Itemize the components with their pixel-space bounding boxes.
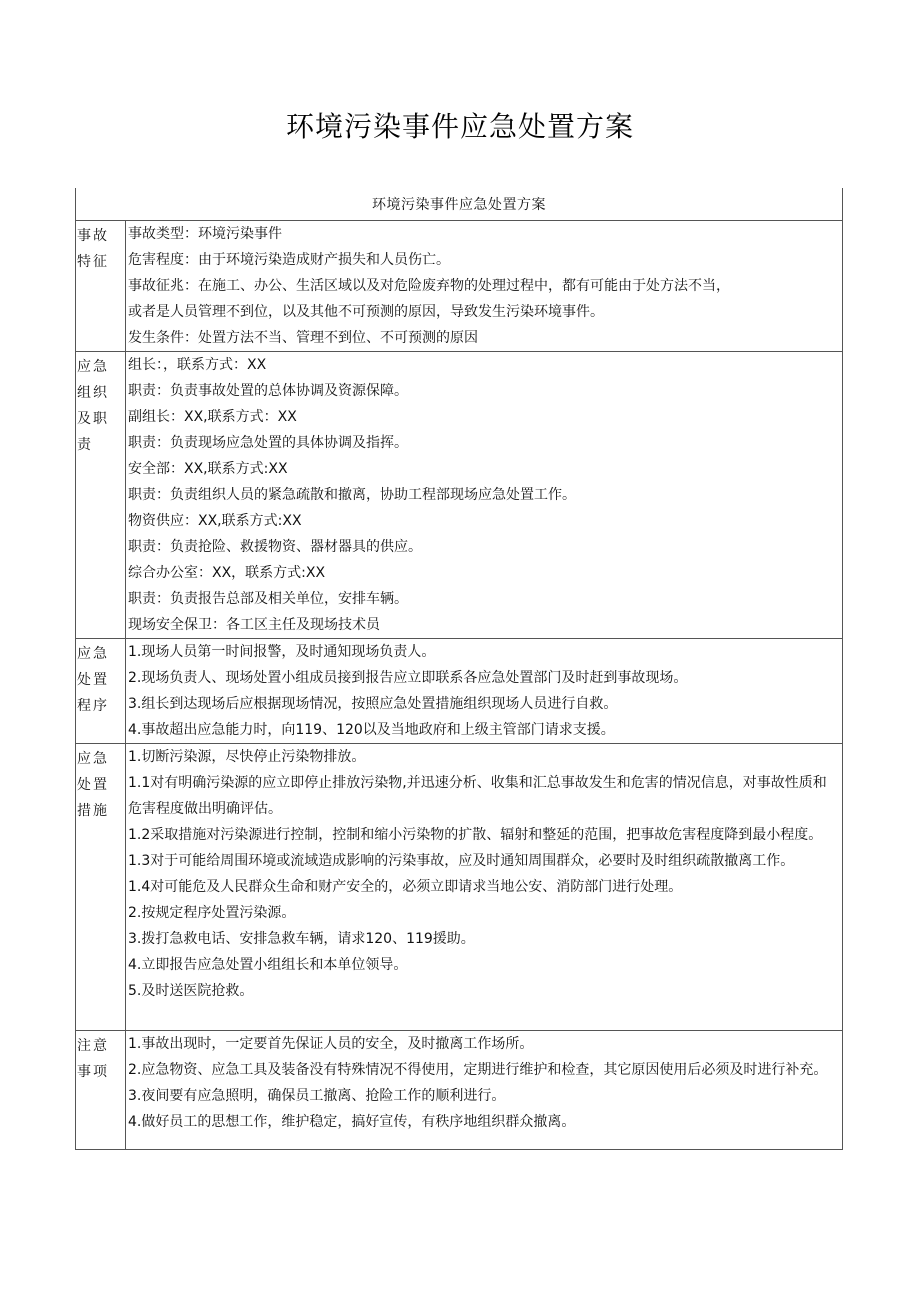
organization-line: 组长：，联系方式：XX	[128, 357, 267, 373]
procedure-label: 应急处置程序	[76, 639, 126, 744]
measures-line: 3.拨打急救电话、安排急救车辆，请求120、119援助。	[128, 931, 475, 947]
organization-line: 副组长：XX,联系方式：XX	[128, 409, 297, 425]
organization-line: 现场安全保卫：各工区主任及现场技术员	[128, 617, 380, 633]
notes-line: 1.事故出现时，一定要首先保证人员的安全，及时撤离工作场所。	[128, 1036, 534, 1052]
organization-line: 综合办公室：XX，联系方式:XX	[128, 565, 326, 581]
organization-line: 职责：负责现场应急处置的具体协调及指挥。	[128, 435, 408, 451]
organization-line: 职责：负责组织人员的紧急疏散和撤离，协助工程部现场应急处置工作。	[128, 487, 576, 503]
notes-content	[126, 1031, 843, 1150]
organization-line: 安全部：XX,联系方式:XX	[128, 461, 288, 477]
notes-label: 注意事项	[76, 1031, 126, 1150]
table-caption-row	[76, 188, 843, 221]
features-row	[76, 221, 843, 352]
organization-label: 应急组织及职责	[76, 352, 126, 639]
notes-line: 2.应急物资、应急工具及装备没有特殊情况不得使用，定期进行维护和检查，其它原因使用后必须及时进行补充。	[128, 1062, 828, 1078]
procedure-line: 3.组长到达现场后应根据现场情况，按照应急处置措施组织现场人员进行自救。	[128, 696, 618, 712]
measures-label: 应急处置措施	[76, 744, 126, 1031]
procedure-content	[126, 639, 843, 744]
measures-line: 1.切断污染源，尽快停止污染物排放。	[128, 749, 366, 765]
features-content	[126, 221, 843, 352]
measures-row	[76, 744, 843, 1031]
organization-row	[76, 352, 843, 639]
measures-content	[126, 744, 843, 1031]
features-line: 发生条件：处置方法不当、管理不到位、不可预测的原因	[128, 330, 478, 346]
measures-line: 5.及时送医院抢救。	[128, 983, 254, 999]
features-line: 危害程度：由于环境污染造成财产损失和人员伤亡。	[128, 252, 450, 268]
table-caption: 环境污染事件应急处置方案	[76, 188, 843, 221]
procedure-line: 1.现场人员第一时间报警，及时通知现场负责人。	[128, 644, 436, 660]
measures-line: 1.4对可能危及人民群众生命和财产安全的，必须立即请求当地公安、消防部门进行处理。	[128, 879, 683, 895]
notes-line: 3.夜间要有应急照明，确保员工撤离、抢险工作的顺利进行。	[128, 1088, 506, 1104]
features-line: 事故征兆：在施工、办公、生活区域以及对危险废弃物的处理过程中，都有可能由于处方法不当，	[128, 278, 730, 294]
measures-line: 1.1对有明确污染源的应立即停止排放污染物,并迅速分析、收集和汇总事故发生和危害的情况信息，对事故性质和危害程度做出明确评估。	[128, 775, 827, 817]
measures-line: 2.按规定程序处置污染源。	[128, 905, 296, 921]
features-line: 或者是人员管理不到位，以及其他不可预测的原因，导致发生污染环境事件。	[128, 304, 604, 320]
organization-line: 职责：负责抢险、救援物资、器材器具的供应。	[128, 539, 422, 555]
plan-table-container	[75, 188, 842, 1150]
notes-row	[76, 1031, 843, 1150]
procedure-row	[76, 639, 843, 744]
features-line: 事故类型：环境污染事件	[128, 226, 282, 242]
notes-line: 4.做好员工的思想工作，维护稳定，搞好宣传，有秩序地组织群众撤离。	[128, 1114, 576, 1130]
document-title: 环境污染事件应急处置方案	[285, 110, 634, 143]
measures-line: 1.3对于可能给周围环境或流域造成影响的污染事故，应及时通知周围群众，必要时及时组织疏散撤离工作。	[128, 853, 795, 869]
organization-line: 职责：负责报告总部及相关单位，安排车辆。	[128, 591, 408, 607]
features-label: 事故特征	[76, 221, 126, 352]
procedure-line: 4.事故超出应急能力时，向119、120以及当地政府和上级主管部门请求支援。	[128, 722, 615, 738]
organization-content	[126, 352, 843, 639]
measures-line: 4.立即报告应急处置小组组长和本单位领导。	[128, 957, 408, 973]
procedure-line: 2.现场负责人、现场处置小组成员接到报告应立即联系各应急处置部门及时赶到事故现场。	[128, 670, 688, 686]
measures-line: 1.2采取措施对污染源进行控制，控制和缩小污染物的扩散、辐射和整延的范围，把事故危害程度降到最小程度。	[128, 827, 823, 843]
organization-line: 物资供应：XX,联系方式:XX	[128, 513, 302, 529]
plan-table	[75, 188, 843, 1150]
organization-line: 职责：负责事故处置的总体协调及资源保障。	[128, 383, 408, 399]
